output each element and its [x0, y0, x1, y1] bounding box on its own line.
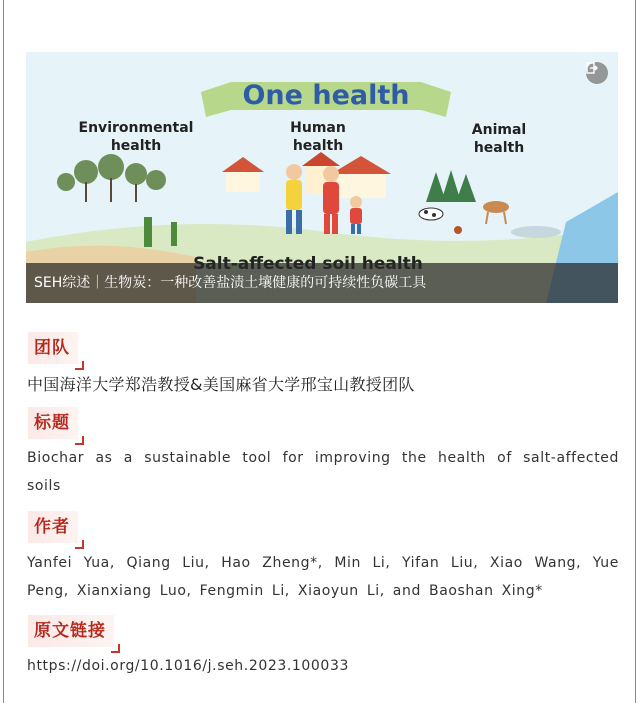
corner-decoration-icon: [75, 540, 84, 549]
section-heading-title: [28, 407, 78, 439]
paper-title-text: Biochar as a sustainable tool for improving the health of salt-affected soils: [27, 450, 619, 494]
exit-fullscreen-icon[interactable]: [586, 62, 608, 84]
corner-decoration-icon: [75, 361, 84, 370]
link-heading: 原文链接: [34, 621, 106, 641]
cover-banner[interactable]: [26, 52, 618, 303]
svg-text:Environmentalhealth: Environmental health: [78, 120, 194, 154]
team-heading: 团队: [34, 338, 70, 358]
corner-decoration-icon: [111, 644, 120, 653]
svg-text:Humanhealth: Human health: [290, 120, 346, 154]
svg-text:Animalhealth: Animal health: [471, 122, 527, 156]
authors-text: Yanfei Yua, Qiang Liu, Hao Zheng*, Min Li, Yifan Liu, Xiao Wang, Yue Peng, Xianxiang Luo, Fengmin Li, Xiaoyun Li, and Baoshan Xing*: [27, 555, 619, 599]
authors-heading: 作者: [34, 517, 70, 537]
banner-title: One health: [242, 80, 410, 111]
doi-link[interactable]: https://doi.org/10.1016/j.seh.2023.100033: [27, 658, 349, 674]
section-heading-authors: [28, 511, 78, 543]
section-heading-team: [28, 332, 78, 364]
title-heading: 标题: [34, 413, 70, 433]
section-heading-link: [28, 615, 114, 647]
banner-caption[interactable]: SEH综述｜生物炭：一种改善盐渍土壤健康的可持续性负碳工具: [26, 263, 618, 303]
team-text: 中国海洋大学郑浩教授&美国麻省大学邢宝山教授团队: [27, 375, 415, 394]
